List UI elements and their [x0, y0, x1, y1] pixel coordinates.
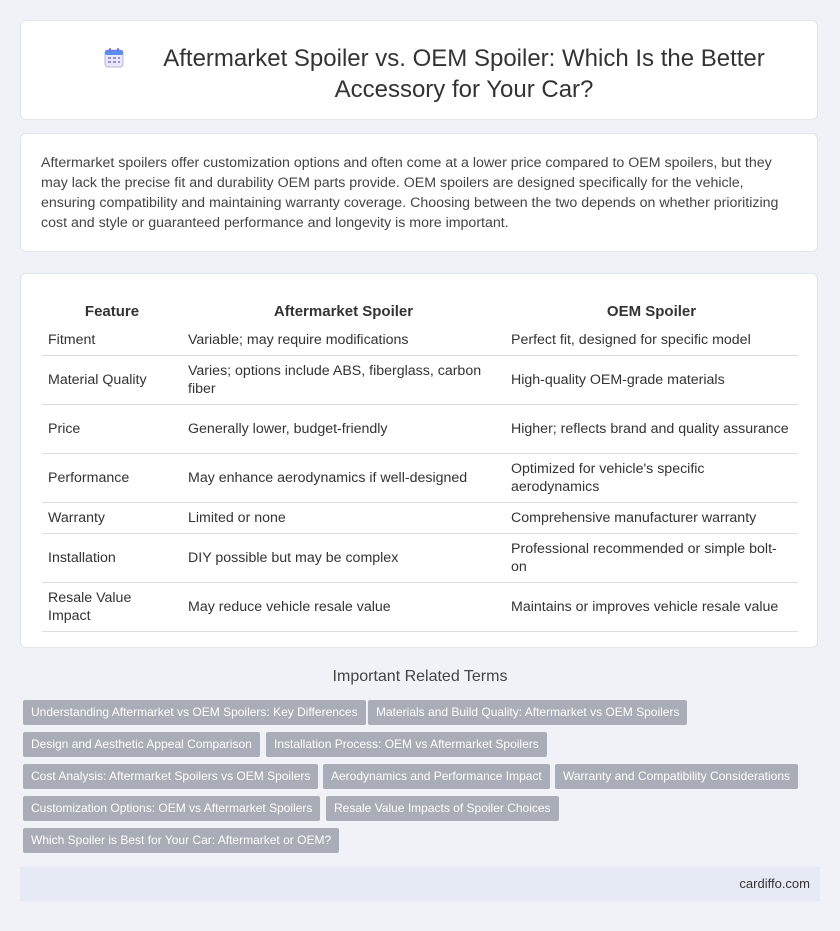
oem-cell: Professional recommended or simple bolt-on — [505, 534, 798, 583]
calendar-icon — [103, 47, 125, 74]
column-header-aftermarket: Aftermarket Spoiler — [273, 303, 414, 320]
feature-cell: Price — [42, 405, 182, 454]
feature-cell: Installation — [42, 534, 182, 583]
related-term-tag[interactable]: Understanding Aftermarket vs OEM Spoilers: Key Differences — [23, 700, 366, 725]
page-title: Aftermarket Spoiler vs. OEM Spoiler: Which Is the Better Accessory for Your Car? — [163, 45, 765, 103]
feature-cell: Warranty — [42, 503, 182, 534]
table-row — [42, 356, 798, 405]
oem-cell: Perfect fit, designed for specific model — [505, 325, 798, 356]
oem-cell: Maintains or improves vehicle resale value — [505, 583, 798, 632]
oem-cell: Higher; reflects brand and quality assurance — [505, 405, 798, 454]
aftermarket-cell: Generally lower, budget-friendly — [182, 405, 505, 454]
related-term-tag[interactable]: Resale Value Impacts of Spoiler Choices — [326, 796, 559, 821]
related-term-tag[interactable]: Materials and Build Quality: Aftermarket vs OEM Spoilers — [368, 700, 687, 725]
feature-cell: Fitment — [42, 325, 182, 356]
aftermarket-cell: Varies; options include ABS, fiberglass, carbon fiber — [182, 356, 505, 405]
related-term-tag[interactable]: Design and Aesthetic Appeal Comparison — [23, 732, 260, 757]
table-row — [42, 583, 798, 632]
comparison-table — [42, 294, 798, 632]
oem-cell: Comprehensive manufacturer warranty — [505, 503, 798, 534]
related-term-tag[interactable]: Which Spoiler is Best for Your Car: Aftermarket or OEM? — [23, 828, 339, 853]
site-name[interactable]: cardiffo.com — [739, 876, 810, 891]
column-header-oem: OEM Spoiler — [606, 303, 697, 320]
footer — [20, 867, 820, 901]
related-term-tag[interactable]: Customization Options: OEM vs Aftermarket Spoilers — [23, 796, 320, 821]
feature-cell: Performance — [42, 454, 182, 503]
summary-text: Aftermarket spoilers offer customization options and often come at a lower price compared to OEM spoilers, but they may lack the precise fit and durability OEM parts provide. OEM spoilers are designed specifically for the vehicle, ensuring compatibility and maintaining warranty coverage. Choosing between the two depends on whether prioritizing cost and style or guaranteed performance and longevity is more important. — [41, 155, 779, 231]
aftermarket-cell: Limited or none — [182, 503, 505, 534]
feature-cell: Resale Value Impact — [42, 583, 182, 632]
table-row — [42, 405, 798, 454]
summary-card — [20, 133, 818, 252]
oem-cell: High-quality OEM-grade materials — [505, 356, 798, 405]
aftermarket-cell: May reduce vehicle resale value — [182, 583, 505, 632]
table-row — [42, 503, 798, 534]
aftermarket-cell: DIY possible but may be complex — [182, 534, 505, 583]
related-term-tag[interactable]: Aerodynamics and Performance Impact — [323, 764, 550, 789]
aftermarket-cell: Variable; may require modifications — [182, 325, 505, 356]
table-row — [42, 534, 798, 583]
table-header-row — [42, 294, 798, 325]
feature-cell: Material Quality — [42, 356, 182, 405]
column-header-feature: Feature — [84, 303, 140, 320]
table-row — [42, 325, 798, 356]
aftermarket-cell: May enhance aerodynamics if well-designed — [182, 454, 505, 503]
related-terms-title: Important Related Terms — [332, 668, 508, 685]
comparison-card — [20, 273, 818, 648]
table-row — [42, 454, 798, 503]
oem-cell: Optimized for vehicle's specific aerodynamics — [505, 454, 798, 503]
related-term-tag[interactable]: Installation Process: OEM vs Aftermarket Spoilers — [266, 732, 547, 757]
related-term-tag[interactable]: Cost Analysis: Aftermarket Spoilers vs OEM Spoilers — [23, 764, 318, 789]
header-card — [20, 20, 818, 120]
related-term-tag[interactable]: Warranty and Compatibility Considerations — [555, 764, 798, 789]
